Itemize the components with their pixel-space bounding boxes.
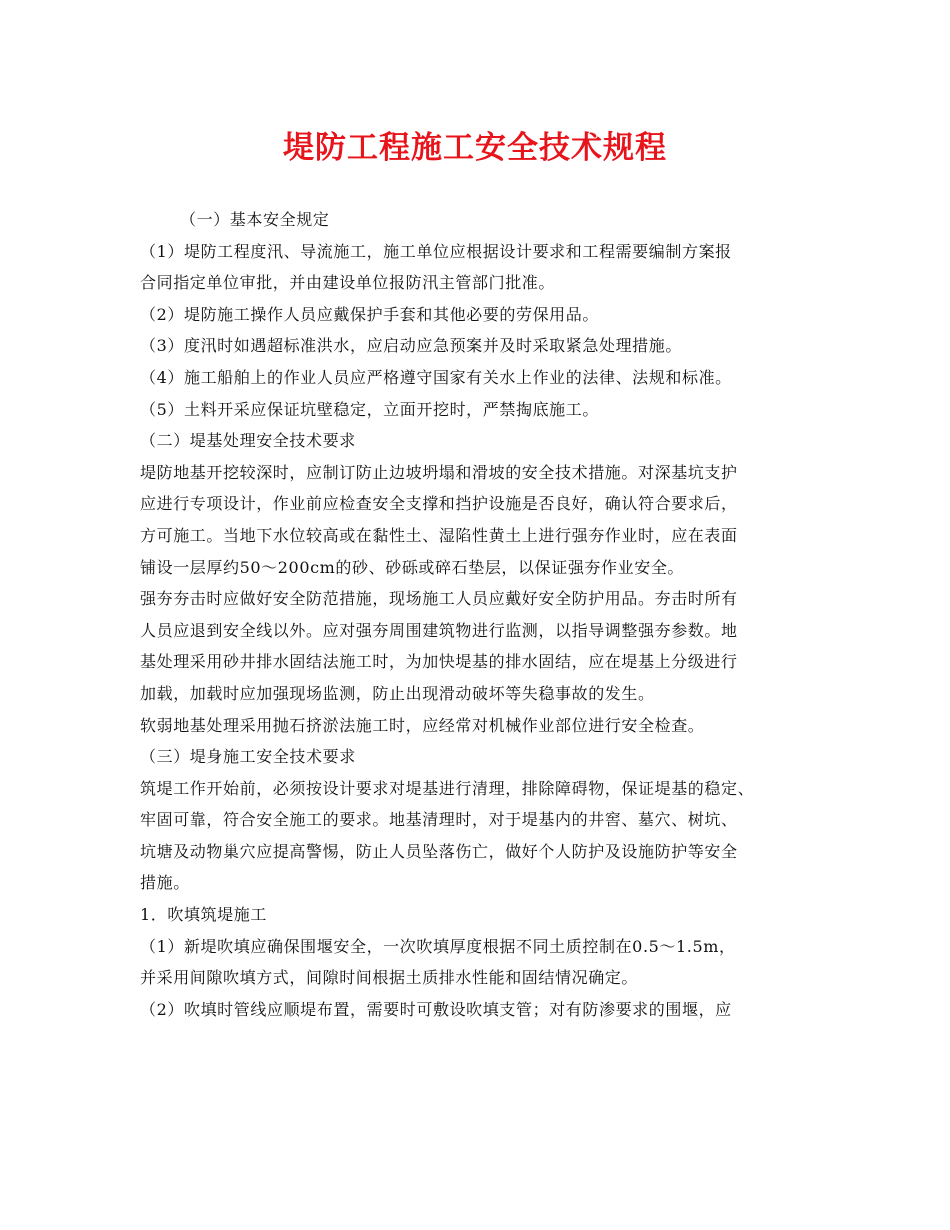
document-body bbox=[140, 204, 830, 1025]
paragraph-line: 筑堤工作开始前，必须按设计要求对堤基进行清理，排除障碍物，保证堤基的稳定、 bbox=[140, 778, 755, 798]
paragraph-line: 应进行专项设计，作业前应检查安全支撑和挡护设施是否良好，确认符合要求后， bbox=[140, 494, 738, 514]
paragraph-line: 并采用间隙吹填方式，间隙时间根据土质排水性能和固结情况确定。 bbox=[140, 968, 639, 988]
paragraph-line: 合同指定单位审批，并由建设单位报防汛主管部门批准。 bbox=[140, 273, 556, 293]
paragraph-line: 加载，加载时应加强现场监测，防止出现滑动破坏等失稳事故的发生。 bbox=[140, 683, 655, 703]
paragraph-line: （3）度汛时如遇超标准洪水，应启动应急预案并及时采取紧急处理措施。 bbox=[140, 336, 682, 356]
paragraph-line: 牢固可靠，符合安全施工的要求。地基清理时，对于堤基内的井窖、墓穴、树坑、 bbox=[140, 810, 738, 830]
paragraph-line: （1）堤防工程度汛、导流施工，施工单位应根据设计要求和工程需要编制方案报 bbox=[140, 241, 732, 261]
paragraph-line: 基处理采用砂井排水固结法施工时，为加快堤基的排水固结，应在堤基上分级进行 bbox=[140, 652, 738, 672]
document-title: 堤防工程施工安全技术规程 bbox=[283, 130, 667, 166]
paragraph-line: 软弱地基处理采用抛石挤淤法施工时，应经常对机械作业部位进行安全检查。 bbox=[140, 715, 705, 735]
paragraph-line: 方可施工。当地下水位较高或在黏性土、湿陷性黄土上进行强夯作业时，应在表面 bbox=[140, 525, 738, 545]
section-heading-3: （三）堤身施工安全技术要求 bbox=[140, 747, 356, 767]
paragraph-line: （2）吹填时管线应顺堤布置，需要时可敷设吹填支管；对有防渗要求的围堰，应 bbox=[140, 999, 732, 1019]
paragraph-line: 措施。 bbox=[140, 873, 190, 893]
section-heading-2: （二）堤基处理安全技术要求 bbox=[140, 431, 356, 451]
section-heading-1: （一）基本安全规定 bbox=[180, 210, 330, 229]
paragraph-line: （2）堤防施工操作人员应戴保护手套和其他必要的劳保用品。 bbox=[140, 304, 599, 324]
paragraph-line: 坑塘及动物巢穴应提高警惕，防止人员坠落伤亡，做好个人防护及设施防护等安全 bbox=[140, 841, 738, 861]
paragraph-line: （1）新堤吹填应确保围堰安全，一次吹填厚度根据不同土质控制在0.5～1.5m， bbox=[140, 936, 736, 956]
paragraph-line: 人员应退到安全线以外。应对强夯周围建筑物进行监测，以指导调整强夯参数。地 bbox=[140, 620, 738, 640]
paragraph-line: （4）施工船舶上的作业人员应严格遵守国家有关水上作业的法律、法规和标准。 bbox=[140, 367, 732, 387]
paragraph-line: 铺设一层厚约50～200cm的砂、砂砾或碎石垫层，以保证强夯作业安全。 bbox=[140, 557, 685, 577]
paragraph-line: （5）土料开采应保证坑壁稳定，立面开挖时，严禁掏底施工。 bbox=[140, 399, 599, 419]
paragraph-line: 强夯夯击时应做好安全防范措施，现场施工人员应戴好安全防护用品。夯击时所有 bbox=[140, 589, 738, 609]
subsection-heading: 1．吹填筑堤施工 bbox=[140, 905, 267, 925]
paragraph-line: 堤防地基开挖较深时，应制订防止边坡坍塌和滑坡的安全技术措施。对深基坑支护 bbox=[140, 462, 738, 482]
